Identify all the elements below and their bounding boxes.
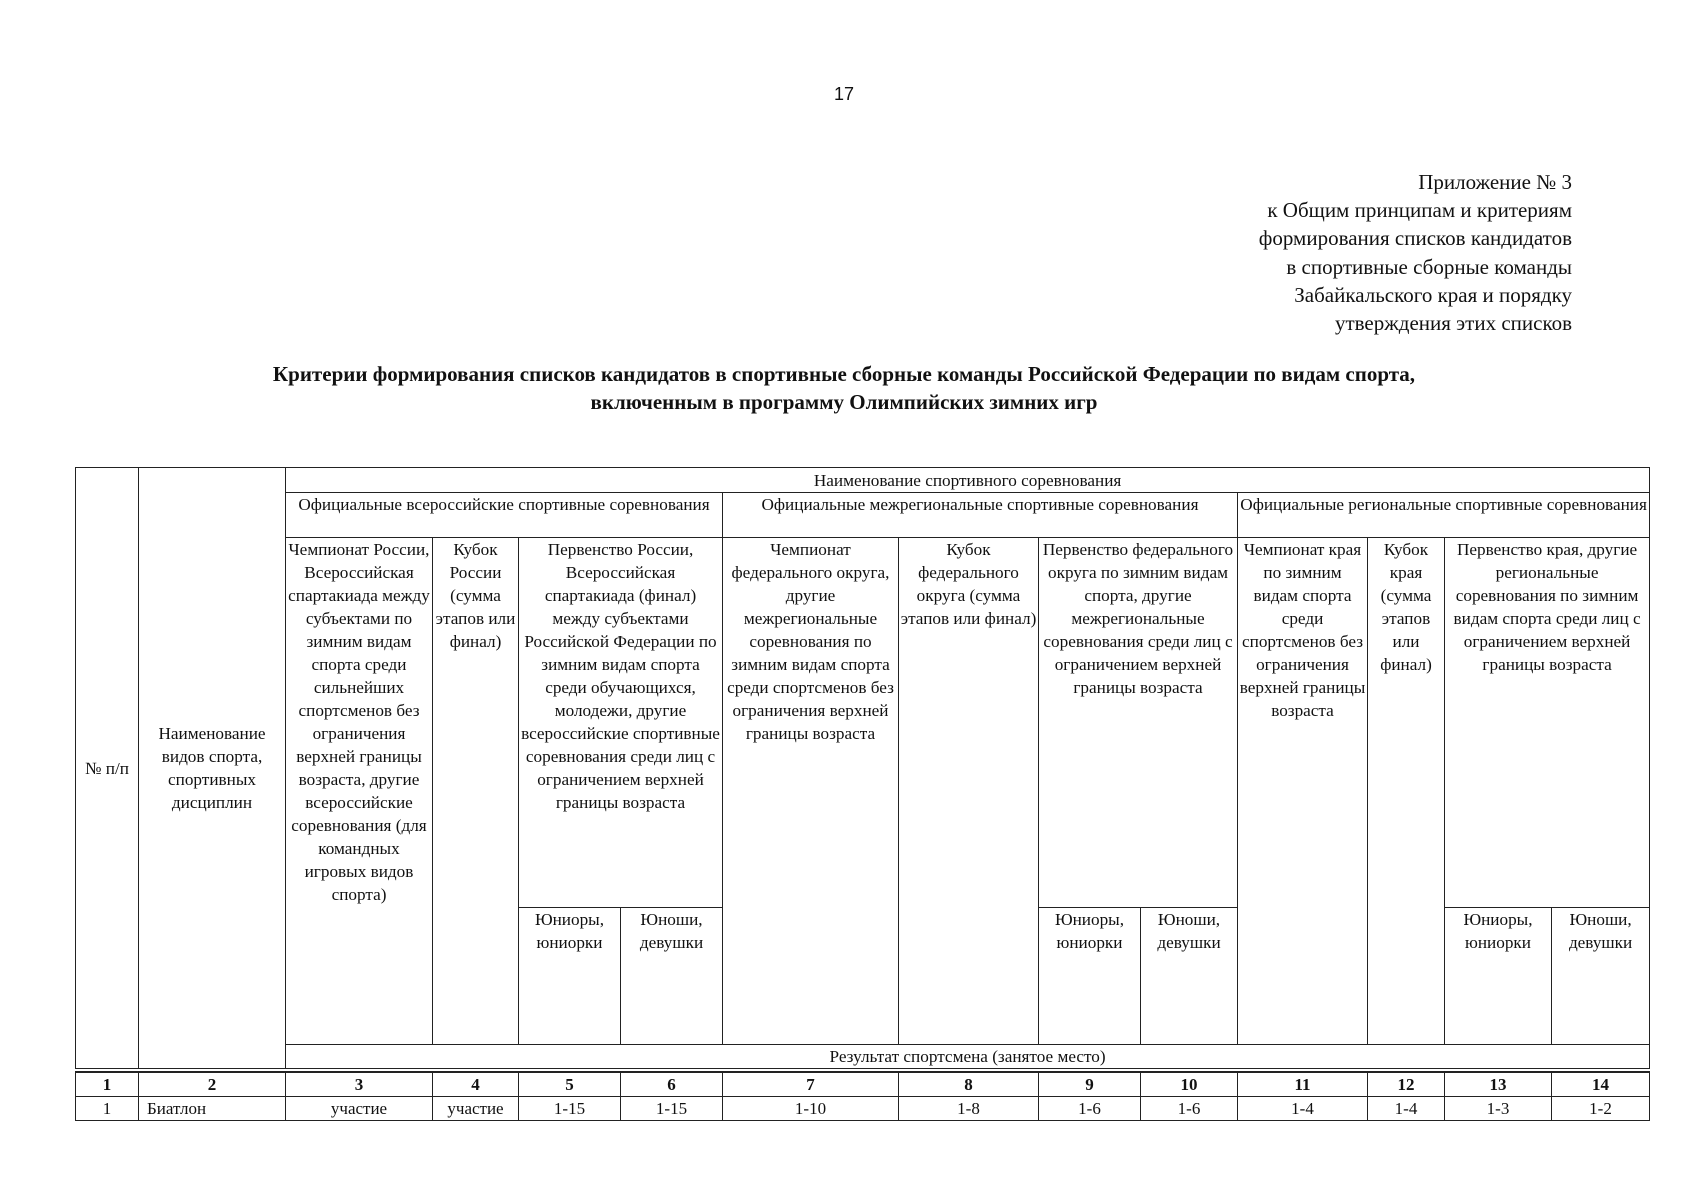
criteria-table-header [75, 467, 1650, 1069]
appendix-line: формирования списков кандидатов [1258, 226, 1572, 251]
header-district-championship: Чемпионат федерального округа, другие межрегиональные соревнования по зимним видам спорта среди спортсменов без ограничения верхней границы возраста [723, 538, 899, 1045]
table-cell: 1-2 [1552, 1097, 1650, 1121]
header-youths: Юноши, девушки [1552, 908, 1650, 1045]
page-number: 17 [833, 84, 855, 104]
header-district-youth-championship: Первенство федерального округа по зимним видам спорта, другие межрегиональные соревнования среди лиц с ограничением верхней границы возраста [1039, 538, 1238, 908]
header-result-label: Результат спортсмена (занятое место) [286, 1045, 1650, 1069]
table-cell: участие [433, 1097, 519, 1121]
column-number: 7 [723, 1072, 899, 1097]
criteria-table-body [75, 1071, 1650, 1121]
header-number: № п/п [76, 468, 139, 1069]
column-number: 2 [139, 1072, 286, 1097]
column-number: 1 [76, 1072, 139, 1097]
header-competition-name: Наименование спортивного соревнования [286, 468, 1650, 493]
column-number: 10 [1141, 1072, 1238, 1097]
appendix-line: Приложение № 3 [1418, 170, 1572, 194]
header-russia-youth-championship: Первенство России, Всероссийская спартакиада (финал) между субъектами Российской Федерации по зимним видам спорта среди обучающихся, молодежи, другие всероссийские спортивные соревнования среди лиц с ограничением верхней границы возраста [519, 538, 723, 908]
header-youths: Юноши, девушки [1141, 908, 1238, 1045]
row-number: 1 [76, 1097, 139, 1121]
appendix-line: к Общим принципам и критериям [1267, 198, 1572, 223]
column-number: 14 [1552, 1072, 1650, 1097]
table-cell: 1-6 [1039, 1097, 1141, 1121]
column-number: 11 [1238, 1072, 1368, 1097]
appendix-note [1259, 168, 1572, 337]
appendix-line: утверждения этих списков [1334, 311, 1572, 336]
table-cell: участие [286, 1097, 433, 1121]
title-line: Критерии формирования списков кандидатов в спортивные сборные команды Российской Федерации по видам спорта, [272, 362, 1416, 386]
group-regional: Официальные региональные спортивные соревнования [1238, 493, 1650, 538]
group-interregional: Официальные межрегиональные спортивные соревнования [723, 493, 1238, 538]
sport-name: Биатлон [139, 1097, 286, 1121]
group-all-russian: Официальные всероссийские спортивные соревнования [286, 493, 723, 538]
column-number: 12 [1368, 1072, 1445, 1097]
document-title [0, 360, 1688, 416]
header-youths: Юноши, девушки [621, 908, 723, 1045]
header-juniors: Юниоры, юниорки [1039, 908, 1141, 1045]
table-cell: 1-8 [899, 1097, 1039, 1121]
header-russia-cup: Кубок России (сумма этапов или финал) [433, 538, 519, 1045]
column-number: 6 [621, 1072, 723, 1097]
column-number: 3 [286, 1072, 433, 1097]
appendix-line: в спортивные сборные команды [1286, 254, 1572, 279]
header-district-cup: Кубок федерального округа (сумма этапов или финал) [899, 538, 1039, 1045]
table-cell: 1-6 [1141, 1097, 1238, 1121]
column-number: 4 [433, 1072, 519, 1097]
table-cell: 1-4 [1238, 1097, 1368, 1121]
header-juniors: Юниоры, юниорки [1445, 908, 1552, 1045]
header-juniors: Юниоры, юниорки [519, 908, 621, 1045]
table-cell: 1-15 [621, 1097, 723, 1121]
column-number-row [76, 1072, 1650, 1097]
header-sport-name: Наименование видов спорта, спортивных дисциплин [139, 468, 286, 1069]
column-number: 8 [899, 1072, 1039, 1097]
header-region-championship: Чемпионат края по зимним видам спорта среди спортсменов без ограничения верхней границы возраста [1238, 538, 1368, 1045]
header-russia-championship: Чемпионат России, Всероссийская спартакиада между субъектами по зимним видам спорта среди сильнейших спортсменов без ограничения верхней границы возраста, другие всероссийские соревнования (для командных игровых видов спорта) [286, 538, 433, 1045]
title-line: включенным в программу Олимпийских зимних игр [590, 390, 1098, 414]
table-cell: 1-15 [519, 1097, 621, 1121]
column-number: 9 [1039, 1072, 1141, 1097]
table-cell: 1-3 [1445, 1097, 1552, 1121]
column-number: 5 [519, 1072, 621, 1097]
table-cell: 1-4 [1368, 1097, 1445, 1121]
table-cell: 1-10 [723, 1097, 899, 1121]
header-region-youth-championship: Первенство края, другие региональные соревнования по зимним видам спорта среди лиц с ограничением верхней границы возраста [1445, 538, 1650, 908]
table-row [76, 1097, 1650, 1121]
header-region-cup: Кубок края (сумма этапов или финал) [1368, 538, 1445, 1045]
appendix-line: Забайкальского края и порядку [1294, 282, 1572, 307]
column-number: 13 [1445, 1072, 1552, 1097]
